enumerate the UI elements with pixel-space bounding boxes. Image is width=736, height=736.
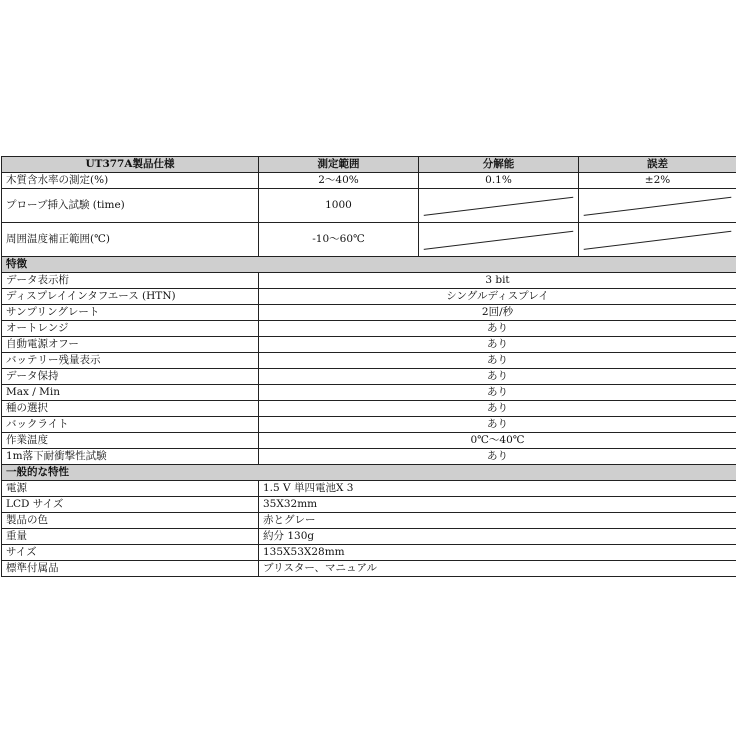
- measurement-resolution: 0.1%: [419, 173, 579, 189]
- header-range: 測定範囲: [259, 157, 419, 173]
- feature-value: 2回/秒: [259, 305, 736, 321]
- measurement-row: [2, 173, 736, 189]
- feature-row: [2, 321, 736, 337]
- feature-value: あり: [259, 417, 736, 433]
- feature-row: [2, 385, 736, 401]
- measurement-label: 周囲温度補正範囲(℃): [2, 223, 259, 257]
- feature-row: [2, 273, 736, 289]
- general-value: 赤とグレー: [259, 513, 736, 529]
- feature-label: 自動電源オフー: [2, 337, 259, 353]
- measurement-error: ±2%: [579, 173, 736, 189]
- general-row: [2, 529, 736, 545]
- general-row: [2, 481, 736, 497]
- section-general-title: 一般的な特性: [2, 465, 736, 481]
- measurement-range: 1000: [259, 189, 419, 223]
- empty-cell-slash: [419, 223, 578, 256]
- feature-label: ディスプレイインタフエース (HTN): [2, 289, 259, 305]
- feature-row: [2, 337, 736, 353]
- feature-value: あり: [259, 401, 736, 417]
- feature-row: [2, 353, 736, 369]
- general-row: [2, 545, 736, 561]
- feature-value: あり: [259, 369, 736, 385]
- measurement-label: 木質含水率の測定(%): [2, 173, 259, 189]
- measurement-resolution-empty: [419, 189, 579, 223]
- feature-row: [2, 417, 736, 433]
- feature-value: 0℃～40℃: [259, 433, 736, 449]
- general-value: 約分 130g: [259, 529, 736, 545]
- feature-row: [2, 433, 736, 449]
- general-row: [2, 513, 736, 529]
- feature-label: 作業温度: [2, 433, 259, 449]
- general-value: 35X32mm: [259, 497, 736, 513]
- feature-row: [2, 369, 736, 385]
- empty-cell-slash: [579, 223, 736, 256]
- feature-label: データ保持: [2, 369, 259, 385]
- header-product-spec: UT377A製品仕様: [2, 157, 259, 173]
- measurement-range: 2～40%: [259, 173, 419, 189]
- measurement-resolution-empty: [419, 223, 579, 257]
- feature-value: あり: [259, 337, 736, 353]
- feature-label: オートレンジ: [2, 321, 259, 337]
- general-label: サイズ: [2, 545, 259, 561]
- measurement-label: プローブ挿入試験 (time): [2, 189, 259, 223]
- feature-value: あり: [259, 385, 736, 401]
- general-label: 重量: [2, 529, 259, 545]
- feature-label: サンプリングレート: [2, 305, 259, 321]
- measurement-row: [2, 223, 736, 257]
- general-label: 標準付属品: [2, 561, 259, 577]
- feature-value: あり: [259, 353, 736, 369]
- general-row: [2, 561, 736, 577]
- measurement-row: [2, 189, 736, 223]
- general-row: [2, 497, 736, 513]
- feature-label: Max / Min: [2, 385, 259, 401]
- header-resolution: 分解能: [419, 157, 579, 173]
- measurement-range: -10～60℃: [259, 223, 419, 257]
- measurement-error-empty: [579, 189, 736, 223]
- general-label: 電源: [2, 481, 259, 497]
- general-value: 1.5 V 単四電池X 3: [259, 481, 736, 497]
- empty-cell-slash: [419, 189, 578, 222]
- feature-value: 3 bit: [259, 273, 736, 289]
- feature-label: 1m落下耐衝撃性試験: [2, 449, 259, 465]
- feature-row: [2, 449, 736, 465]
- empty-cell-slash: [579, 189, 736, 222]
- feature-label: 種の選択: [2, 401, 259, 417]
- feature-label: バッテリー残量表示: [2, 353, 259, 369]
- spec-table: [1, 156, 736, 577]
- general-value: 135X53X28mm: [259, 545, 736, 561]
- general-label: LCD サイズ: [2, 497, 259, 513]
- measurement-error-empty: [579, 223, 736, 257]
- section-general: [2, 465, 736, 481]
- feature-label: バックライト: [2, 417, 259, 433]
- feature-value: あり: [259, 449, 736, 465]
- feature-label: データ表示桁: [2, 273, 259, 289]
- general-value: ブリスター、マニュアル: [259, 561, 736, 577]
- feature-row: [2, 289, 736, 305]
- table-header-row: [2, 157, 736, 173]
- feature-row: [2, 401, 736, 417]
- feature-value: あり: [259, 321, 736, 337]
- general-label: 製品の色: [2, 513, 259, 529]
- section-features: [2, 257, 736, 273]
- header-error: 誤差: [579, 157, 736, 173]
- section-features-title: 特徴: [2, 257, 736, 273]
- feature-row: [2, 305, 736, 321]
- feature-value: シングルディスプレイ: [259, 289, 736, 305]
